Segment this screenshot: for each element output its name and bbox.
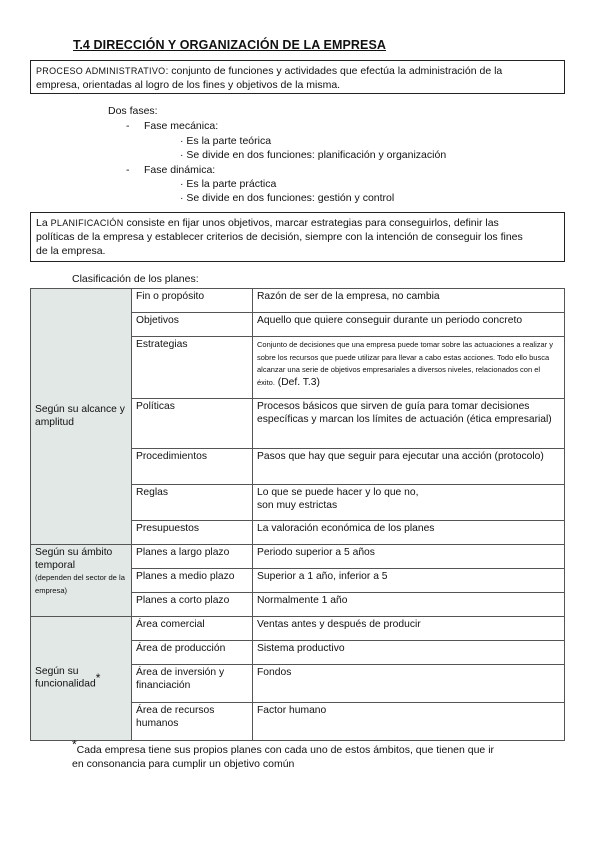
group-temporal [31, 545, 132, 617]
table-row [31, 289, 565, 313]
plan-description: Procesos básicos que sirven de guía para tomar decisiones específicas y marcan los límites de actuación (ética empresarial) [253, 399, 565, 449]
footnote-mark: * [72, 737, 77, 752]
planning-prefix: La [36, 217, 51, 229]
plan-description [253, 337, 565, 399]
planning-text-3: de la empresa. [36, 245, 106, 257]
plan-description: Factor humano [253, 703, 565, 741]
phase-bullet: - [126, 164, 130, 176]
strategy-ref: (Def. T.3) [274, 376, 320, 388]
group-funcionalidad-label: Según su funcionalidad [35, 665, 96, 690]
plan-type: Reglas [132, 485, 253, 521]
plan-type: Presupuestos [132, 521, 253, 545]
plan-type: Fin o propósito [132, 289, 253, 313]
plan-type: Políticas [132, 399, 253, 449]
phase-detail: · Es la parte práctica [180, 178, 277, 190]
footnote-text-2: en consonancia para cumplir un objetivo común [72, 758, 295, 770]
rule-text-2: son muy estrictas [257, 499, 338, 511]
definition-term: PROCESO ADMINISTRATIVO [36, 66, 166, 76]
plan-description [253, 485, 565, 521]
plan-type: Objetivos [132, 313, 253, 337]
plan-type: Área de producción [132, 641, 253, 665]
strategy-text: Conjunto de decisiones que una empresa puede tomar sobre las actuaciones a realizar y sobre los recursos que puede utilizar para llevar a cabo estas acciones. Todo ello busca alcanzar una serie de objetivos empresariales a diversos niveles, relacionados con el éxito. [257, 340, 554, 387]
table-row [31, 617, 565, 641]
planning-text-2: políticas de la empresa y establecer criterios de decisión, siempre con la intención de conseguir los fines [36, 231, 523, 243]
footnote-mark: * [95, 671, 101, 686]
phases-heading: Dos fases: [108, 105, 158, 117]
phase-detail: · Se divide en dos funciones: gestión y control [180, 192, 395, 204]
plans-table [30, 288, 565, 741]
plan-type: Planes a medio plazo [132, 569, 253, 593]
plan-description: Pasos que hay que seguir para ejecutar una acción (protocolo) [253, 449, 565, 485]
plan-type: Planes a corto plazo [132, 593, 253, 617]
plan-description: La valoración económica de los planes [253, 521, 565, 545]
plan-type: Área de inversión y financiación [132, 665, 253, 703]
group-alcance: Según su alcance y amplitud [31, 289, 132, 545]
plan-description: Superior a 1 año, inferior a 5 [253, 569, 565, 593]
plan-description: Razón de ser de la empresa, no cambia [253, 289, 565, 313]
classification-label: Clasificación de los planes: [72, 273, 199, 285]
phase-label: Fase mecánica: [144, 120, 219, 132]
rule-text: Lo que se puede hacer y lo que no, [257, 487, 419, 498]
group-temporal-note: (dependen del sector de la empresa) [35, 573, 125, 595]
plan-description: Periodo superior a 5 años [253, 545, 565, 569]
table-row [31, 545, 565, 569]
planning-term: PLANIFICACIÓN [50, 218, 124, 228]
group-temporal-label: Según su ámbito temporal [35, 547, 113, 571]
planning-text: consiste en fijar unos objetivos, marcar estrategias para conseguirlos, definir las [123, 217, 499, 229]
definition-box [30, 60, 565, 94]
phase-detail: · Es la parte teórica [180, 135, 272, 147]
footnote [72, 737, 552, 771]
plan-description: Normalmente 1 año [253, 593, 565, 617]
plan-description: Fondos [253, 665, 565, 703]
phase-detail: · Se divide en dos funciones: planificación y organización [180, 149, 447, 161]
phase-label: Fase dinámica: [144, 164, 216, 176]
plan-description: Aquello que quiere conseguir durante un periodo concreto [253, 313, 565, 337]
group-funcionalidad [31, 617, 132, 741]
page-title: T.4 DIRECCIÓN Y ORGANIZACIÓN DE LA EMPRESA [73, 38, 387, 52]
plan-type: Estrategias [132, 337, 253, 399]
plan-type: Planes a largo plazo [132, 545, 253, 569]
plan-description: Sistema productivo [253, 641, 565, 665]
plan-type: Área de recursos humanos [132, 703, 253, 741]
plan-type: Procedimientos [132, 449, 253, 485]
footnote-text: Cada empresa tiene sus propios planes con cada uno de estos ámbitos, que tienen que ir [76, 744, 495, 756]
definition-text-2: empresa, orientadas al logro de los fines y objetivos de la misma. [36, 79, 341, 91]
phase-bullet: - [126, 120, 130, 132]
plan-type: Área comercial [132, 617, 253, 641]
definition-text: : conjunto de funciones y actividades que efectúa la administración de la [165, 65, 503, 77]
plan-description: Ventas antes y después de producir [253, 617, 565, 641]
planning-box [30, 212, 565, 262]
